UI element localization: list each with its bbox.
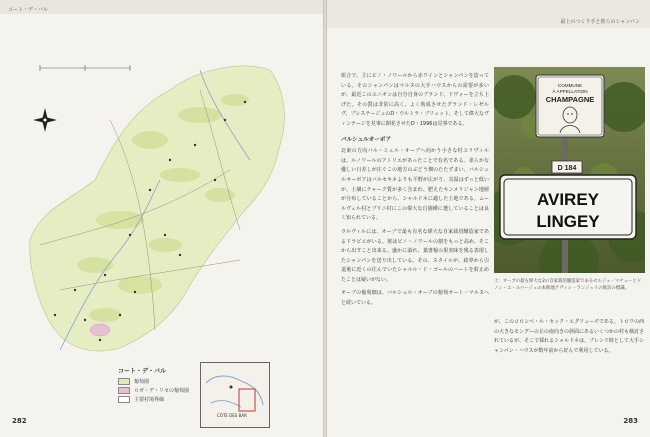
left-header-band [0,0,323,14]
legend-swatch-boundary [118,396,130,403]
sign-champagne-text: CHAMPAGNE [545,95,595,104]
map-legend [118,366,189,405]
town-name-line1: AVIREY [536,190,600,209]
right-running-head: 最上のつくり手と彼らのシャンパン [560,19,640,25]
legend-title: コート・デ・バル [118,368,167,375]
inset-locator-map [200,362,270,428]
champagne-sign [536,75,604,137]
town-sign [500,175,636,239]
route-number-text: D 184 [557,165,577,172]
left-folio: 282 [12,417,27,425]
cote-des-bar-map [0,30,323,360]
legend-row [118,387,189,394]
rose-des-riceys-area [90,324,110,336]
scale-bar [40,65,130,71]
body-paragraph: ウルヴィルには、オーブで最も有名な偉大な自家栽培醸造家であるドラピエがいる。彼はピノ・ノワールの割をもっと高め、そこから出すこと出来る。盛かに溢れ、葉書葡の果実味を残る表現したシャンパンを送り出している。その、スタイルが、政界から引退後に近くの往んでいたシャルル・ド・ゴールのハートを射止めたことは疑いがない。 [341,228,489,283]
right-page [327,0,650,437]
legend-swatch-rose [118,387,130,394]
body-paragraph: 北東の方向バル・シュル・オーブへ向かう小さな村ユリヴィルは、ルノワールのアトリエがあったことで有名である。柔らかな優しい日差しが注ぐこの地方のぶどう畑のたたずまい、バルシュルオーボアはバルセキネよりも平野が広がり、気温はずっと低いが、土壌にチャーク質が多く含まれ、肥えたキンメリジャン地層が分布していることから、シャルドネに適した土地である。ムールヴェル村とブリニ村にこの偉大な自園種に選していることは良く知られている。 [341,148,489,222]
vineyard-region [30,66,285,351]
section-subhead: バルシュルオーボア [341,136,392,143]
legend-label: ロゼ・デ・リセの葡萄園 [134,388,189,394]
left-running-head: コート・デ・バル [8,7,49,13]
legend-row [118,396,189,403]
inset-label: CÔTE DES BAR [217,413,247,418]
photo-caption: 上：オーブの最も偉大な2の自家栽培醸造家であるセルジュ・マチューとドノン・エ・ルバージュの本拠地アヴィレ・ランジェイの飲訪の標識。 [494,279,642,291]
main-text-column [341,72,489,313]
legend-swatch-vineyard [118,378,130,385]
left-page [0,0,323,437]
sign-appellation-text: À APPELLATION [552,89,588,94]
legend-label: 葡萄園 [134,379,150,385]
intro-paragraph: 組合で、主にピノ・ノワールから赤ワインとシャンパンを造っている。そのシャンパンはマルヌの大手ハウスからの需要が多いが、最近このユニオンは自分自身のブランド、ドヴォーを立ち上げた。その質は非常に高く、よく熟成させたグランド・レゼルヴ、プレステージュのD・ウルトラ・ブリュット、そして偉大なヴィンテージを見事に開花させたD・1996は見事である。 [341,73,489,127]
photo-graphic [494,67,645,273]
body-paragraph: オーブの葡萄畑は、バルシュル・オーブの葡萄オート・マルヌへと続いている。 [341,290,489,307]
compass-icon [33,108,57,132]
legend-row [118,378,189,385]
legend-label: 主要村境界線 [134,397,165,403]
route-sign [552,161,582,173]
lower-paragraph: が、このコロンベ・ル・セック・エグリューズである。トロワの西の大きなモングーの丘の南向きの斜面にあるいくつかの村も検討されているが、そこで採れるシャルドネは、ブレンド時として大手シャンパン・ハウスが数年前から好んで利用している。 [494,319,644,354]
avirey-lingey-photo [494,67,645,273]
town-name-line2: LINGEY [536,212,600,231]
sign-commune-text: COMMUNE [557,83,583,88]
right-folio: 283 [623,417,638,425]
